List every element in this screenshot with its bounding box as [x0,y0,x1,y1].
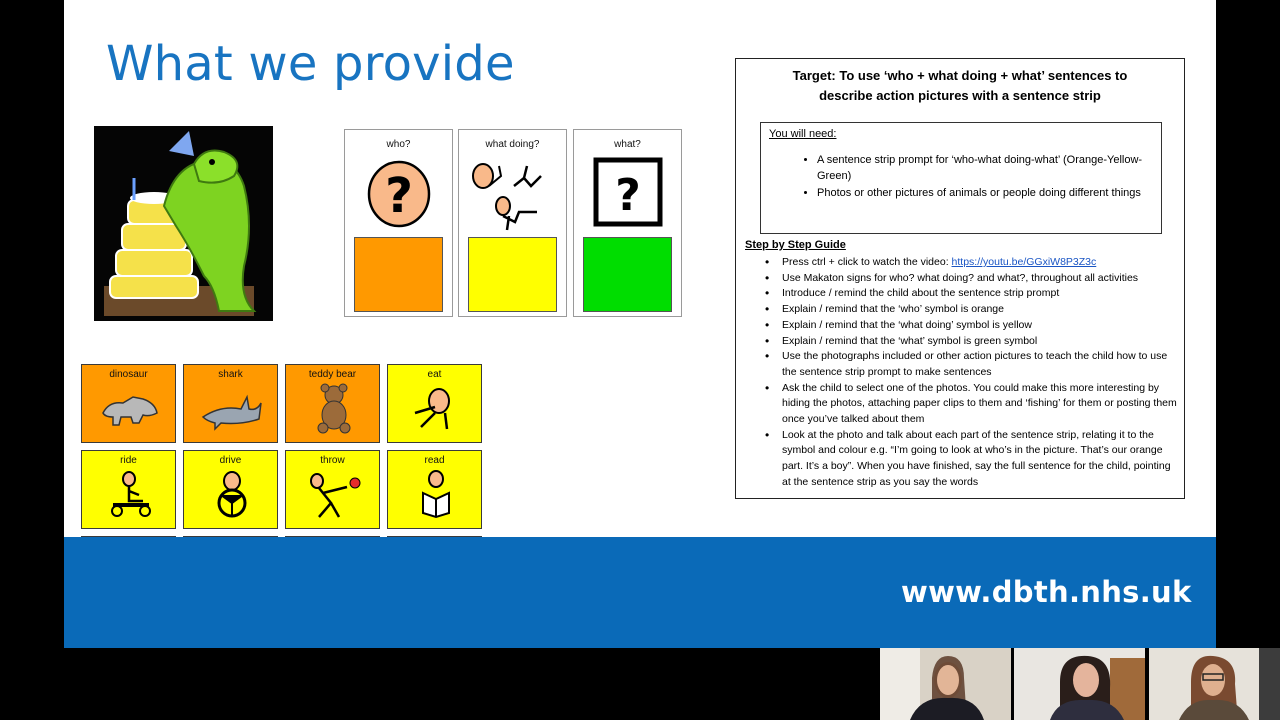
presentation-slide [64,0,1216,648]
card-label: eat [427,369,442,380]
action-figures-icon [469,156,545,232]
ride-icon [99,469,161,521]
card-label: read [424,455,445,466]
strip-what-label: what? [614,139,641,150]
card-dinosaur [81,364,176,443]
card-read [387,450,482,529]
card-teddy-bear [285,364,380,443]
svg-text:?: ? [385,168,413,224]
doc-target-heading [736,66,1184,106]
guide-item-text: Press ctrl + click to watch the video: [782,256,952,268]
you-will-need-box [760,122,1162,234]
need-heading: You will need: [769,128,837,140]
strip-what-color [583,237,672,312]
target-line-2: describe action pictures with a sentence strip [819,88,1101,103]
card-label: dinosaur [109,369,148,380]
target-line-1: Target: To use ‘who + what doing + what’ sentences to [792,68,1128,83]
eat-icon [405,383,467,435]
guide-item: • Use the photographs included or other action pictures to teach the child how to use the sentence strip prompt to make sentences [782,349,1182,380]
strip-what-doing [458,129,567,317]
guide-item: • Use Makaton signs for who? what doing? and what?, throughout all activities [782,271,1182,287]
need-item: • Photos or other pictures of animals or people doing different things [817,185,1153,201]
card-throw [285,450,380,529]
guide-item: • Explain / remind that the ‘who’ symbol is orange [782,302,1182,318]
card-label: ride [120,455,137,466]
video-link[interactable]: https://youtu.be/GGxiW8P3Z3c [951,256,1097,268]
strip-what-doing-color [468,237,557,312]
guide-item: • Explain / remind that the ‘what doing’ symbol is yellow [782,318,1182,334]
participant-video-1[interactable] [880,648,1011,720]
strip-who-color [354,237,443,312]
card-label: shark [218,369,243,380]
need-item: • A sentence strip prompt for ‘who-what doing-what’ (Orange-Yellow-Green) [817,152,1153,184]
svg-text:?: ? [615,170,641,221]
participant-video-3[interactable] [1149,648,1280,720]
read-icon [405,469,467,521]
guide-heading: Step by Step Guide [745,239,846,251]
shark-icon [201,383,263,435]
card-label: teddy bear [308,369,357,380]
guide-item: • Explain / remind that the ‘what’ symbol is green symbol [782,334,1182,350]
participant-video-2[interactable] [1014,648,1145,720]
card-shark [183,364,278,443]
strip-what-doing-label: what doing? [485,139,540,150]
website-url: www.dbth.nhs.uk [901,575,1192,609]
card-drive [183,450,278,529]
card-label: drive [219,455,242,466]
strip-who [344,129,453,317]
instruction-document [735,58,1185,499]
teddy-bear-icon [303,383,365,435]
question-box-icon [592,156,664,228]
guide-item: • Look at the photo and talk about each part of the sentence strip, relating it to the symbol and colour e.g. “I’m going to look at who’s in the picture. That’s our orange part. It’s a boy”. When you have finished, say the full sentence for the child, pointing at the sentence strip as you say the words [782,428,1182,491]
dinosaur-icon [99,383,161,435]
card-eat [387,364,482,443]
guide-item [782,255,1182,271]
dinosaur-cake-photo [94,126,273,321]
throw-icon [303,469,365,521]
card-label: throw [320,455,345,466]
drive-icon [201,469,263,521]
step-by-step-guide [745,239,1182,491]
card-ride [81,450,176,529]
question-face-icon [363,156,435,228]
strip-who-label: who? [386,139,411,150]
slide-title: What we provide [106,36,515,92]
guide-item: • Introduce / remind the child about the sentence strip prompt [782,286,1182,302]
strip-what [573,129,682,317]
guide-item: • Ask the child to select one of the photos. You could make this more interesting by hiding the photos, attaching paper clips to them and ‘fishing’ for them or posting them once you’ve talked about them [782,381,1182,428]
